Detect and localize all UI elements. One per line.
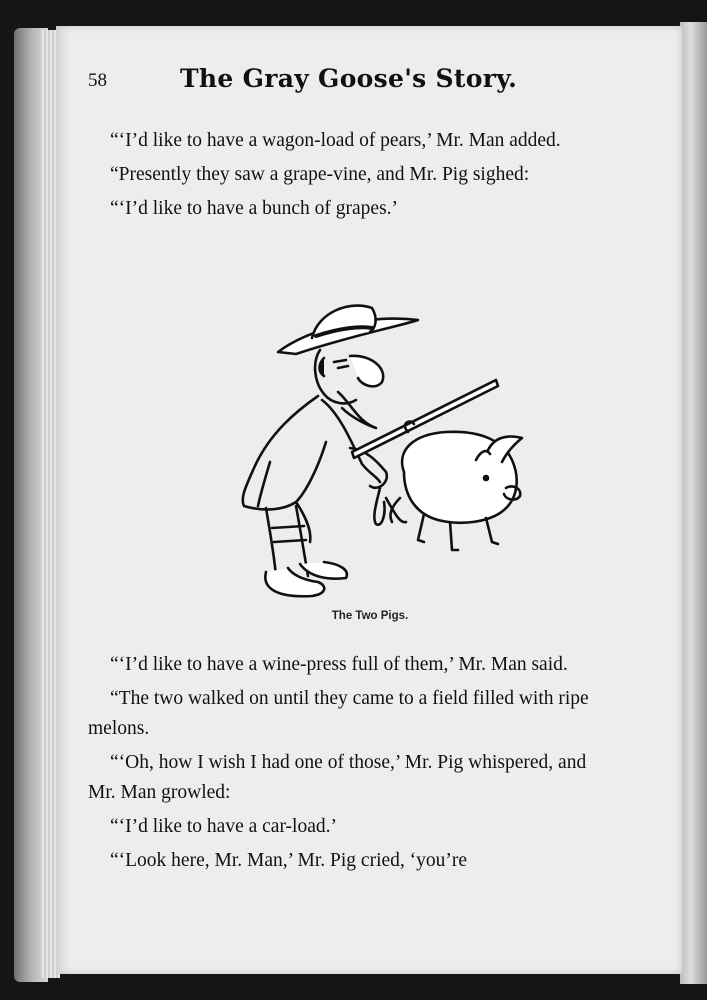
running-title: The Gray Goose's Story. [180,64,518,93]
rope [374,488,384,525]
paragraph: “The two walked on until they came to a field filled with ripe melons. [88,688,589,739]
paragraph: “Presently they saw a grape-vine, and Mr. Pig sighed: [110,164,530,185]
book-cover-edge [680,22,707,984]
running-header [88,64,558,100]
man-coat [243,396,318,542]
man-nose [350,356,383,387]
paragraph: “‘I’d like to have a car-load.’ [110,816,337,837]
illustration-caption: The Two Pigs. [331,610,409,622]
man-head [315,350,356,403]
paragraph: “‘Oh, how I wish I had one of those,’ Mr. Pig whispered, and Mr. Man growled: [88,752,587,803]
paragraph: “‘I’d like to have a wine-press full of them,’ Mr. Man said. [110,654,568,675]
illustration-two-pigs [200,292,540,608]
man-beard [338,392,376,428]
paragraph: “‘I’d like to have a wagon-load of pears,’ Mr. Man added. [110,130,561,151]
paragraph: “‘I’d like to have a bunch of grapes.’ [110,198,399,219]
page-number: 58 [88,70,107,91]
text-block-bottom [88,650,600,876]
text-block-top [88,126,600,224]
paragraph: “‘Look here, Mr. Man,’ Mr. Pig cried, ‘you’re [110,850,468,871]
